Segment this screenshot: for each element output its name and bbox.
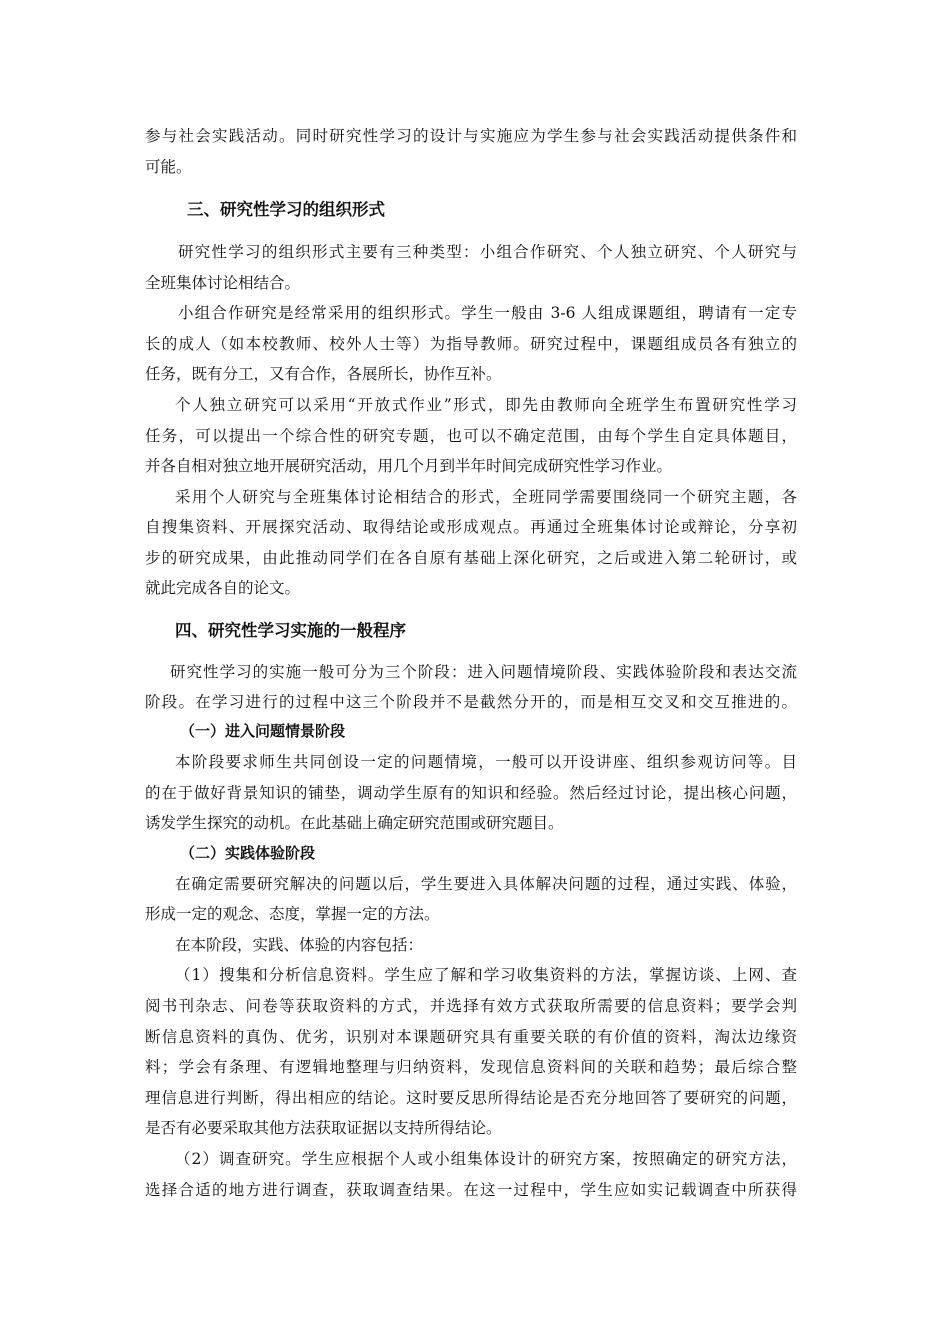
paragraph-line: 是否有必要采取其他方法获取证据以支持所得结论。: [145, 1119, 502, 1137]
paragraph-line: 采用个人研究与全班集体讨论相结合的形式，全班同学需要围绕同一个研究主题，各: [175, 488, 797, 506]
paragraph-line: 全班集体讨论相结合。: [145, 274, 301, 292]
paragraph-line: 自搜集资料、开展探究活动、取得结论或形成观点。再通过全班集体讨论或辩论，分享初: [145, 518, 797, 536]
paragraph-line: 个人独立研究可以采用“开放式作业”形式，即先由教师向全班学生布置研究性学习: [175, 396, 797, 414]
paragraph-line: 的在于做好背景知识的铺垫，调动学生原有的知识和经验。然后经过讨论，提出核心问题，: [145, 784, 797, 802]
paragraph-line: 步的研究成果，由此推动同学们在各自原有基础上深化研究，之后或进入第二轮研讨，或: [145, 549, 797, 567]
section-heading-3: 三、研究性学习的组织形式: [187, 200, 385, 219]
paragraph-line: 在确定需要研究解决的问题以后，学生要进入具体解决问题的过程，通过实践、体验，: [175, 875, 797, 893]
paragraph-line: 断信息资料的真伪、优劣，识别对本课题研究具有重要关联的有价值的资料，淘汰边缘资: [145, 1028, 797, 1046]
paragraph-line: 任务，既有分工，又有合作，各展所长，协作互补。: [145, 365, 502, 383]
paragraph-line: 任务，可以提出一个综合性的研究专题，也可以不确定范围，由每个学生自定具体题目，: [145, 427, 797, 445]
paragraph-line: 小组合作研究是经常采用的组织形式。学生一般由 3-6 人组成课题组，聘请有一定专: [178, 304, 797, 322]
paragraph-line: 并各自相对独立地开展研究活动，用几个月到半年时间完成研究性学习作业。: [145, 457, 673, 475]
paragraph-line: 选择合适的地方进行调查，获取调查结果。在这一过程中，学生应如实记载调查中所获得: [145, 1181, 797, 1199]
paragraph-line: 形成一定的观念、态度，掌握一定的方法。: [145, 905, 440, 923]
paragraph-line: 在本阶段，实践、体验的内容包括：: [175, 936, 424, 954]
subsection-heading-1: （一）进入问题情景阶段: [180, 722, 346, 740]
subsection-heading-2: （二）实践体验阶段: [180, 844, 316, 862]
paragraph-line: 可能。: [145, 158, 192, 176]
section-heading-4: 四、研究性学习实施的一般程序: [175, 621, 406, 640]
paragraph-line: 诱发学生探究的动机。在此基础上确定研究范围或研究题目。: [145, 814, 564, 832]
paragraph-line: 料；学会有条理、有逻辑地整理与归纳资料，发现信息资料间的关联和趋势；最后综合整: [145, 1058, 797, 1076]
paragraph-line: 阅书刊杂志、问卷等获取资料的方式，并选择有效方式获取所需要的信息资料；要学会判: [145, 997, 797, 1015]
paragraph-line: 研究性学习的组织形式主要有三种类型：小组合作研究、个人独立研究、个人研究与: [178, 243, 797, 261]
paragraph-line: （1）搜集和分析信息资料。学生应了解和学习收集资料的方法，掌握访谈、上网、查: [175, 966, 797, 984]
paragraph-line: 研究性学习的实施一般可分为三个阶段：进入问题情境阶段、实践体验阶段和表达交流: [170, 663, 797, 681]
paragraph-line: 阶段。在学习进行的过程中这三个阶段并不是截然分开的，而是相互交叉和交互推进的。: [145, 693, 797, 711]
paragraph-line: （2）调查研究。学生应根据个人或小组集体设计的研究方案，按照确定的研究方法，: [175, 1150, 797, 1168]
paragraph-line: 理信息进行判断，得出相应的结论。这时要反思所得结论是否充分地回答了要研究的问题，: [145, 1089, 797, 1107]
paragraph-line: 就此完成各自的论文。: [145, 579, 301, 597]
paragraph-line: 长的成人（如本校教师、校外人士等）为指导教师。研究过程中，课题组成员各有独立的: [145, 335, 797, 353]
paragraph-line: 参与社会实践活动。同时研究性学习的设计与实施应为学生参与社会实践活动提供条件和: [145, 127, 797, 145]
paragraph-line: 本阶段要求师生共同创设一定的问题情境，一般可以开设讲座、组织参观访问等。目: [175, 753, 797, 771]
